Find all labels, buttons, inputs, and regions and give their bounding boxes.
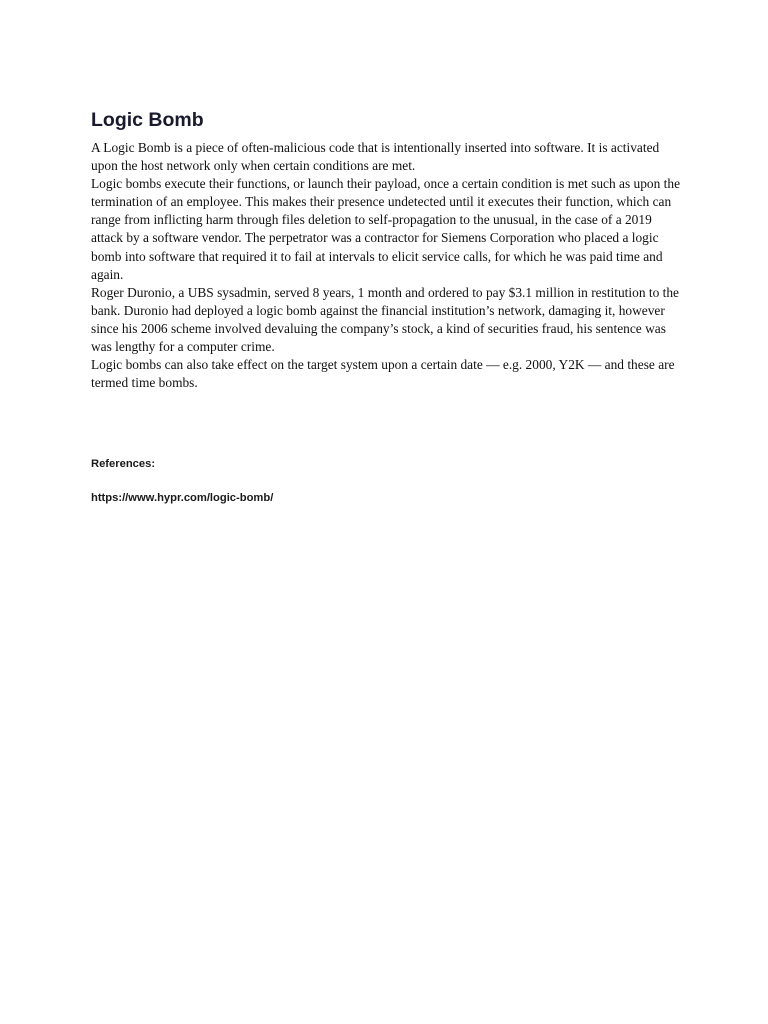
document-body [91, 139, 681, 392]
reference-link[interactable]: https://www.hypr.com/logic-bomb/ [91, 492, 274, 504]
references-section [91, 457, 681, 505]
references-heading: References: [91, 458, 156, 470]
document-content [91, 108, 681, 392]
document-title: Logic Bomb [91, 109, 204, 131]
paragraph-time-bombs: Logic bombs can also take effect on the target system upon a certain date — e.g. 2000, Y2K — and these are termed time bombs. [91, 357, 675, 391]
paragraph-intro: A Logic Bomb is a piece of often-malicious code that is intentionally inserted into software. It is activated upon the host network only when certain conditions are met. [91, 140, 660, 174]
paragraph-execution: Logic bombs execute their functions, or launch their payload, once a certain condition is met such as upon the termination of an employee. This makes their presence undetected until it executes their function, which can range from inflicting harm through files deletion to self-propagation to the unusual, in the case of a 2019 attack by a software vendor. The perpetrator was a contractor for Siemens Corporation who placed a logic bomb into software that required it to fail at intervals to elicit service calls, for which he was paid time and again. [91, 176, 681, 282]
paragraph-duronio: Roger Duronio, a UBS sysadmin, served 8 years, 1 month and ordered to pay $3.1 million in restitution to the bank. Duronio had deployed a logic bomb against the financial institution’s network, damaging it, however since his 2006 scheme involved devaluing the company’s stock, a kind of securities fraud, his sentence was was lengthy for a computer crime. [91, 284, 679, 355]
